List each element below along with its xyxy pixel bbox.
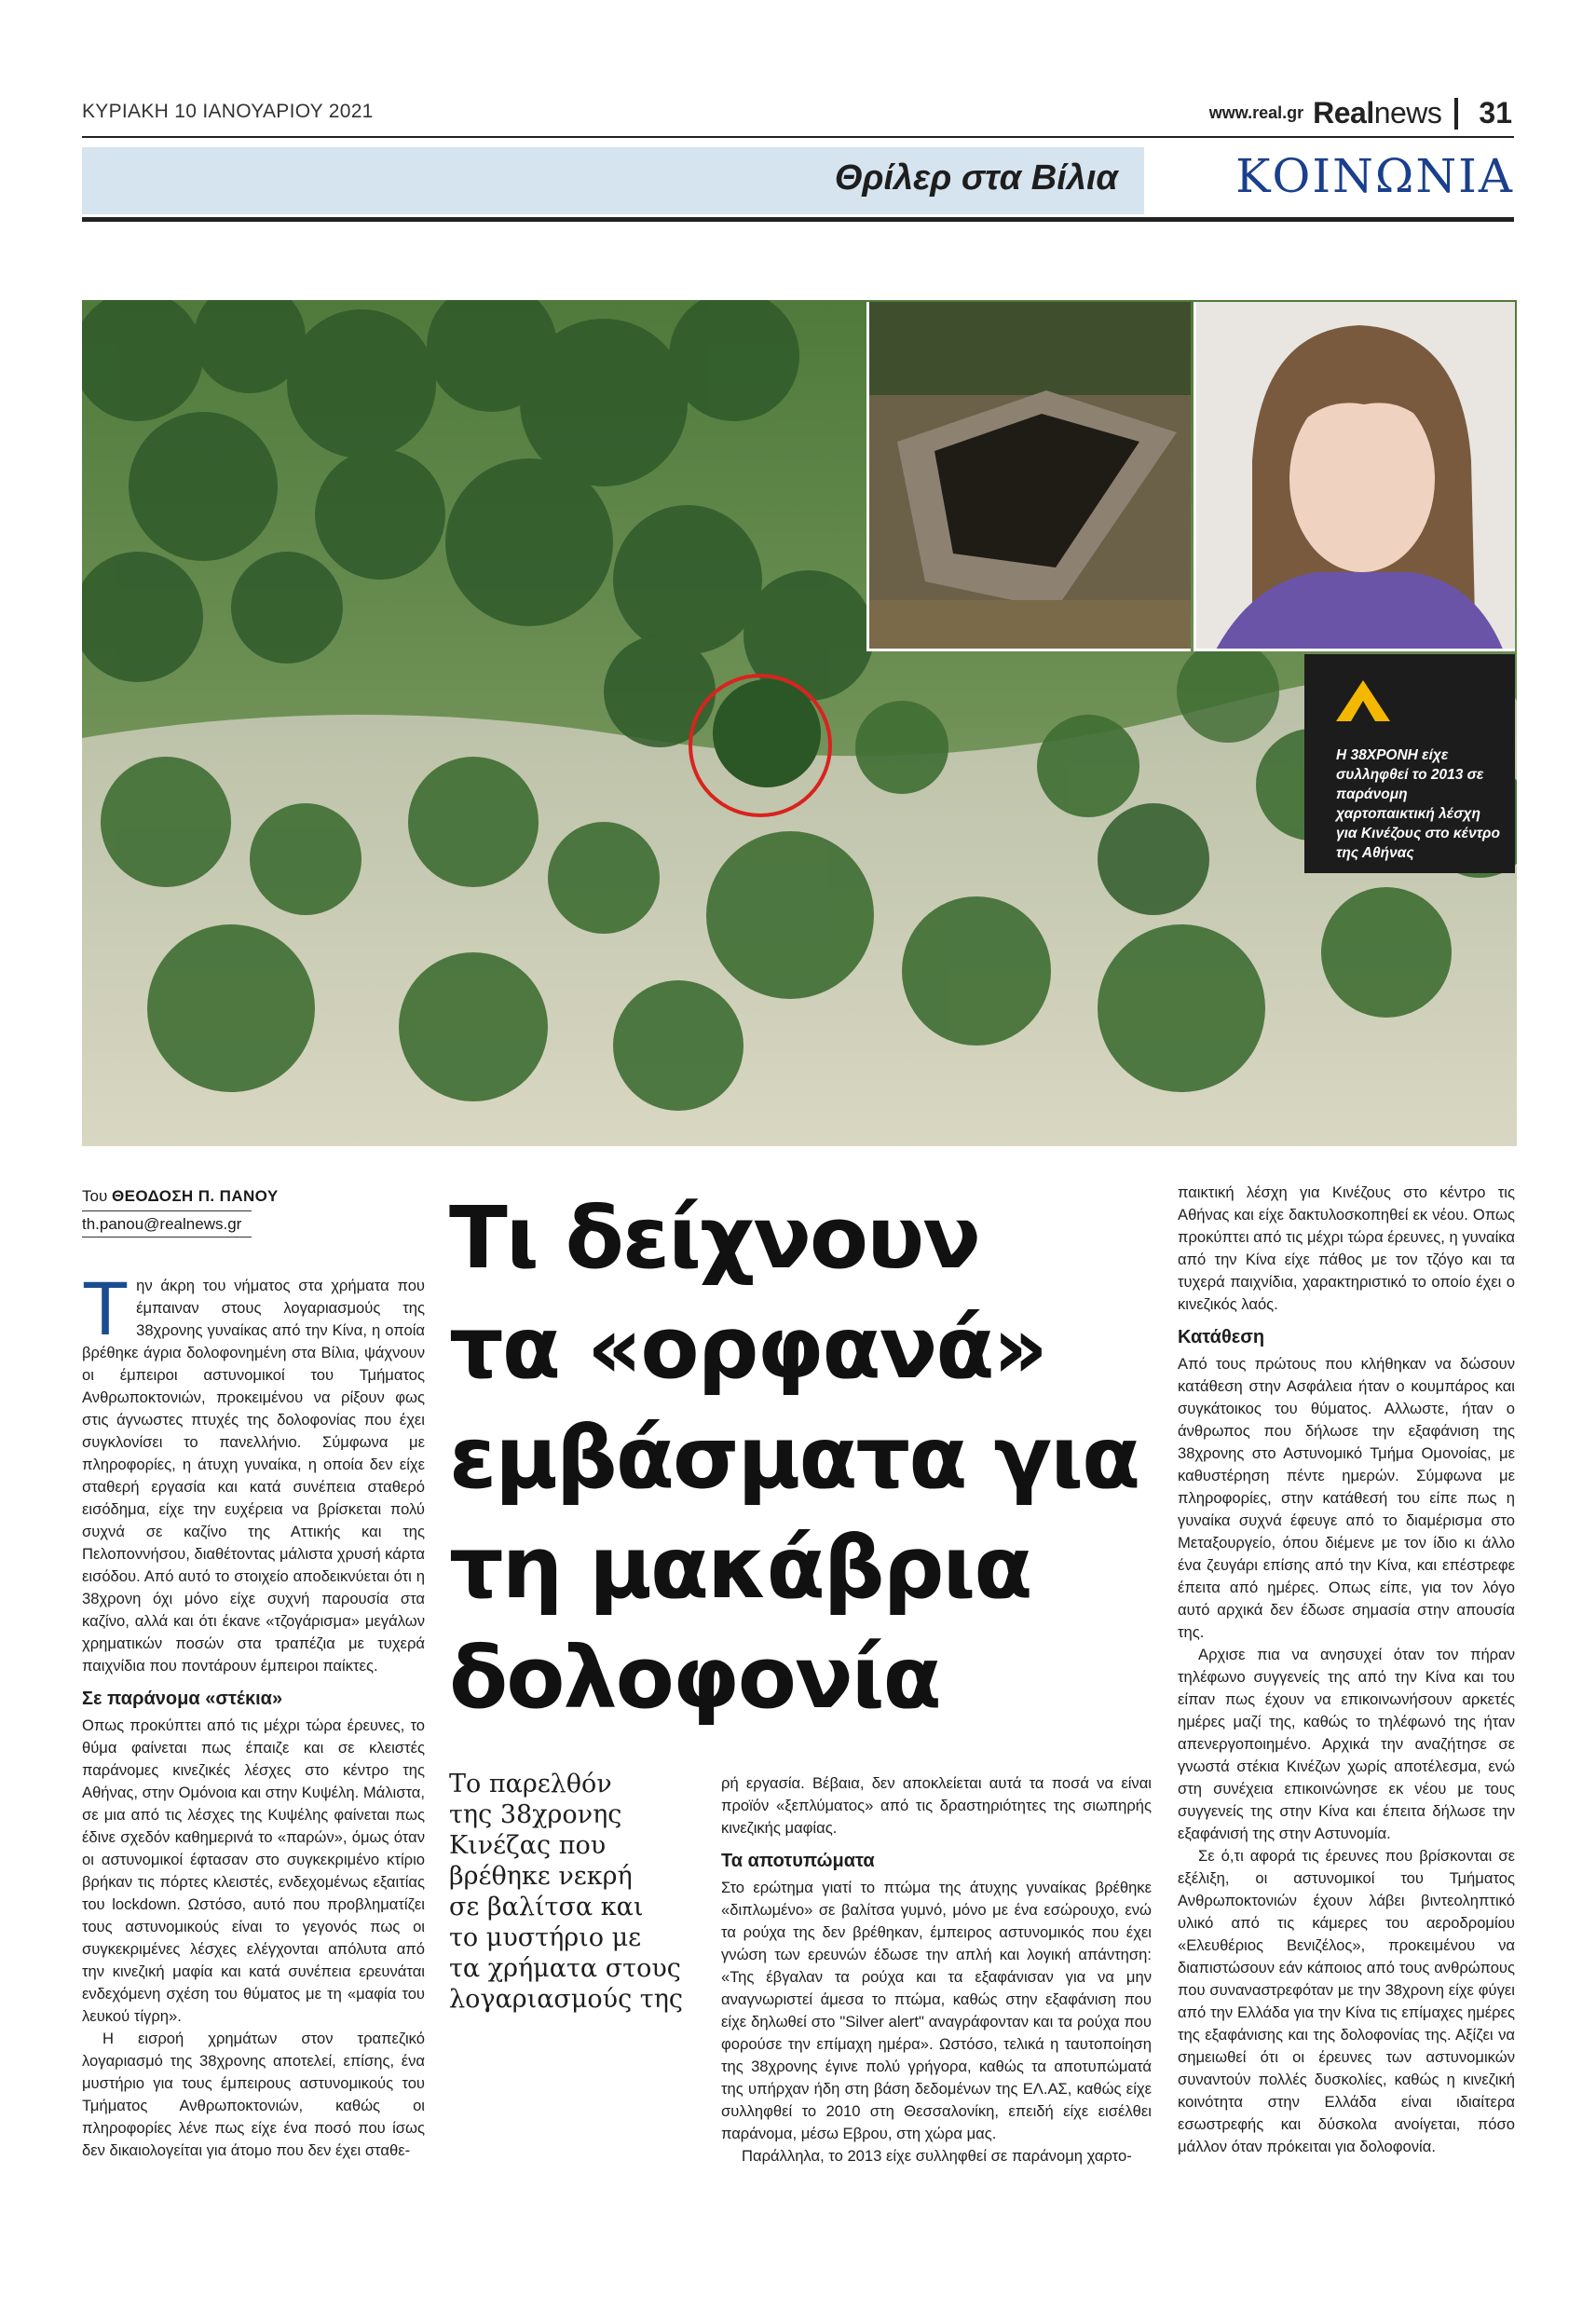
subheading: Τα αποτυπώματα <box>721 1851 875 1871</box>
brand-line <box>1209 96 1512 130</box>
logo-news: news <box>1373 96 1442 130</box>
deck-line: σε βαλίτσα και <box>449 1893 644 1921</box>
deck-line: της 38χρονης <box>449 1800 622 1829</box>
headline <box>449 1183 1166 1733</box>
photo-caption-text: Η 38ΧΡΟΝΗ είχε συλληφθεί το 2013 σε παράνομη χαρτοπαικτική λέσχη για Κινέζους στο κέντρο της Αθήνας <box>1336 747 1500 861</box>
article-paragraph: Σε ό,τι αφορά τις έρευνες που βρίσκονται σε εξέλιξη, οι αστυνομικοί του Τμήματος Ανθρωποκτονιών έχουν λάβει βιντεοληπτικό υλικό από τις κάμερες του αεροδρομίου «Ελευθέριος Βενιζέλος», προκειμένου να διαπιστώσουν εάν κάποιος από τους ανθρώπους που συναναστρεφόταν με την 38χρονη είχε φύγει από την Ελλάδα για την Κίνα τις επίμαχες ημέρες της εξαφάνισης και της δολοφονίας της. Αξίζει να σημειωθεί ότι οι έρευνες των αστυνομικών συναντούν πολλές δυσκολίες, καθώς η κινεζική κοινότητα στην Ελλάδα είναι ιδιαίτερα εσωστρεφής και δύσκολα ανοίγεται, πόσο μάλλον όταν πρόκειται για δολοφονία. <box>1178 1847 1515 2155</box>
byline-rule-bottom <box>82 1237 252 1238</box>
portrait-illustration <box>1196 302 1515 651</box>
headline-line: δολοφονία <box>449 1628 940 1728</box>
brand-divider <box>1454 98 1458 130</box>
site-url[interactable]: www.real.gr <box>1208 103 1304 122</box>
article-column-left <box>82 1266 425 2162</box>
byline-author: ΘΕΟΔΟΣΗ Π. ΠΑΝΟΥ <box>112 1187 279 1205</box>
article-paragraph: ρή εργασία. Βέβαια, δεν αποκλείεται αυτά τα ποσά να είναι προϊόν «ξεπλύματος» από τις δραστηριότητες της σιωπηρής κινεζικής μαφίας. <box>721 1774 1152 1837</box>
deck-line: λογαριασμούς της <box>449 1985 684 2014</box>
article-paragraph: Οπως προκύπτει από τις μέχρι τώρα έρευνες, το θύμα φαίνεται πως έπαιζε και σε κλειστές παράνομες κινεζικές λέσχες στο κέντρο της Αθήνας, στην Ομόνοια και στην Κυψέλη. Μάλιστα, σε μια από τις λέσχες της Κυψέλης φαίνεται πως έδινε σχεδόν καθημερινά το «παρών», όμως όταν οι αστυνομικοί έφτασαν στο συγκεκριμένο κτίριο βρήκαν τις πόρτες κλειστές, ενδεχομένως εξαιτίας του lockdown. Ωστόσο, αυτό που προβληματίζει τους αστυνομικούς είναι το γεγονός πως οι συγκεκριμένες λέσχες ελέγχονται απόλυτα από την κινεζική μαφία και κατά συνέπεια ερευνάται ενδεχόμενη σχέση του θύματος με τη «μαφία του λευκού τίγρη». <box>82 1716 425 2025</box>
issue-date: ΚΥΡΙΑΚΗ 10 ΙΑΝΟΥΑΡΙΟΥ 2021 <box>82 101 374 122</box>
top-rule <box>82 136 1514 138</box>
logo-real: Real <box>1313 96 1374 130</box>
paragraph-text: ην άκρη του νήματος στα χρήματα που έμπαιναν στους λογαριασμούς της 38χρονης γυναίκας από την Κίνα, η οποία βρέθηκε άγρια δολοφονημένη στα Βίλια, ψάχνουν οι έμπειροι αστυνομικοί του Τμήματος Ανθρωποκτονιών, προκειμένου να ρίξουν φως στις άγνωστες πτυχές της δολοφονίας που έχει συγκλονίσει το πανελλήνιο. Σύμφωνα με πληροφορίες, η άτυχη γυναίκα, η οποία δεν είχε σταθερή εργασία και κατά συνέπεια σταθερό εισόδημα, είχε την ευχέρεια να βρίσκεται πολύ συχνά σε καζίνο της Αττικής και της Πελοποννήσου, διαθέτοντας μάλιστα χρυσή κάρτα εισόδου. Από αυτό το στοιχείο αποδεικνύεται ότι η 38χρονη όχι μόνο είχε συχνή παρουσία στα καζίνο, αλλά και ότι έκανε «τζογάρισμα» μεγάλων χρηματικών ποσών στα τραπέζια με τυχερά παιχνίδια που ποντάρουν έμπειροι παίκτες. <box>82 1277 425 1675</box>
headline-line: εμβάσματα για <box>449 1408 1139 1508</box>
article-column-right <box>1178 1182 1515 2158</box>
deck-line: βρέθηκε νεκρή <box>449 1862 633 1891</box>
article-paragraph: Από τους πρώτους που κλήθηκαν να δώσουν κατάθεση στην Ασφάλεια ήταν ο κουμπάρος και συγκάτοικος του θύματος. Αλλωστε, ήταν ο άνθρωπος που δήλωσε την εξαφάνιση της 38χρονης στο Αστυνομικό Τμήμα Ομονοίας, με καθυστέρηση πέντε ημερών. Σύμφωνα με πληροφορίες, στην κατάθεσή του είπε πως η γυναίκα συχνά έφευγε από το διαμέρισμα στο Μεταξουργείο, όπου διέμενε με τον ίδιο κι άλλο ένα ζευγάρι επίσης από την Κίνα, και επέστρεφε έπειτα από ημέρες. Οπως είπε, για τον λόγο αυτό αρχικά δεν έδωσε σημασία στην απουσία της. <box>1178 1355 1515 1641</box>
article-paragraph: Αρχισε πια να ανησυχεί όταν τον πήραν τηλέφωνο συγγενείς της από την Κίνα και του είπαν πως έχουν να επικοινωνήσουν αρκετές ημέρες μαζί της, καθώς το τηλέφωνό της ήταν απενεργοποιημένο. Αρχικά την αναζήτησε σε γνωστά στέκια Κινέζων χωρίς αποτέλεσμα, ενώ στη συνέχεια επικοινώνησε εκ νέου με τους συγγενείς της στην Κίνα και έπειτα δήλωσε την εξαφάνισή της στην Αστυνομία. <box>1178 1646 1515 1842</box>
article-column-middle <box>721 1772 1152 2167</box>
concrete-tank-photo <box>866 302 1191 651</box>
article-paragraph: Παράλληλα, το 2013 είχε συλληφθεί σε παράνομη χαρτο- <box>742 2147 1132 2165</box>
drop-cap: Τ <box>82 1266 130 1351</box>
byline-prefix: Του <box>82 1187 108 1205</box>
deck-line: το μυστήριο με <box>449 1923 642 1952</box>
byline-email[interactable]: th.panou@realnews.gr <box>82 1215 242 1233</box>
byline-rule <box>82 1210 252 1211</box>
chevron-up-icon <box>1336 680 1390 721</box>
section-rule <box>82 217 1514 222</box>
byline <box>82 1187 279 1206</box>
deck-line: Το παρελθόν <box>449 1770 612 1798</box>
kicker-banner <box>82 147 1144 214</box>
deck-line: τα χρήματα στους <box>449 1954 681 1983</box>
tank-illustration <box>869 302 1191 651</box>
photo-caption-box <box>1304 654 1515 873</box>
section-title: ΚΟΙΝΩΝΙΑ <box>1235 149 1514 203</box>
article-paragraph: Η εισροή χρημάτων στον τραπεζικό λογαριασμό της 38χρονης αποτελεί, επίσης, ένα μυστήριο για τους έμπειρους αστυνομικούς του Τμήματος Ανθρωποκτονιών, καθώς οι πληροφορίες λένε πως είχε ένα ποσό που ίσως δεν δικαιολογείται για άτομο που δεν έχει σταθε- <box>82 2030 425 2159</box>
subheading: Σε παράνομα «στέκια» <box>82 1689 283 1709</box>
article-paragraph: παικτική λέσχη για Κινέζους στο κέντρο τις Αθήνας και είχε δακτυλοσκοπηθεί εκ νέου. Οπως προκύπτει από τις μέχρι τώρα έρευνες, η γυναίκα από την Κίνα είχε πάθος με τον τζόγο και τα τυχερά παιχνίδια, χαρακτηριστικό το οποίο έχει ο κινεζικός λαός. <box>1178 1183 1515 1313</box>
realnews-logo <box>1313 96 1441 130</box>
article-paragraph: Στο ερώτημα γιατί το πτώμα της άτυχης γυναίκας βρέθηκε «διπλωμένο» σε βαλίτσα γυμνό, μόνο με ένα εσώρουχο, ενώ τα ρούχα της δεν βρέθηκαν, έμπειρος αστυνομικός που έχει γνώση των ερευνών έδωσε την απλή και λογική απάντηση: «Της έβγαλαν τα ρούχα και τα εξαφάνισαν για να μην αναγνωριστεί άμεσα το πτώμα, καθώς στην εξαφάνιση που είχε δηλωθεί στο "Silver alert" αναγράφονταν και τα ρούχα που φορούσε την επίμαχη ημέρα». Ωστόσο, τελικά η ταυτοποίηση της 38χρονης έγινε πολύ γρήγορα, καθώς τα αποτυπώματά της υπήρχαν ήδη στη βάση δεδομένων της ΕΛ.ΑΣ, καθώς είχε συλληφθεί το 2010 στη Θεσσαλονίκη, επειδή είχε εισέλθει παράνομα, μέσω Εβρου, στη χώρα μας. <box>721 1879 1152 2142</box>
headline-line: τα «ορφανά» <box>449 1298 1046 1398</box>
victim-portrait-photo <box>1194 302 1515 651</box>
page-number: 31 <box>1479 96 1512 130</box>
subheading: Κατάθεση <box>1178 1327 1265 1347</box>
headline-line: τη μακάβρια <box>449 1518 1031 1618</box>
deck-line: Κινέζας που <box>449 1831 607 1860</box>
kicker-text: Θρίλερ στα Βίλια <box>834 158 1118 198</box>
article-paragraph <box>82 1266 425 1677</box>
headline-line: Τι δείχνουν <box>449 1188 979 1288</box>
deck-subtitle <box>449 1769 699 2015</box>
